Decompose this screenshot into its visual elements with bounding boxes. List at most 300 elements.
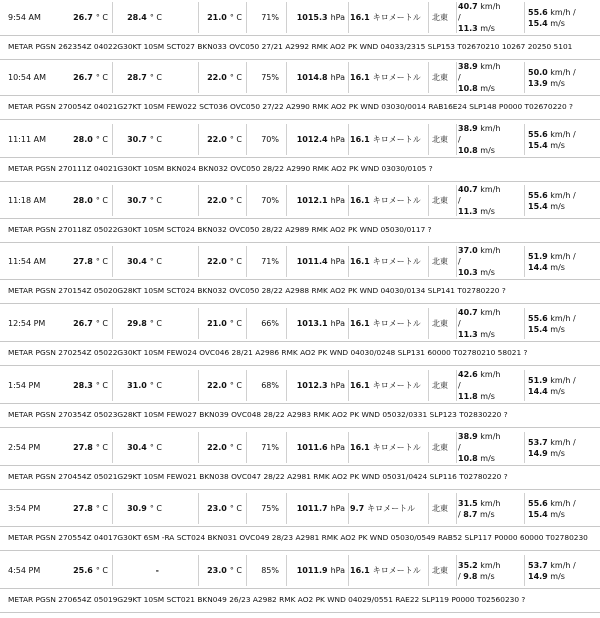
obs-temp: 25.6 bbox=[73, 566, 93, 575]
obs-wind-ms: 10.8 bbox=[458, 84, 478, 93]
obs-dew: 30.7 bbox=[127, 196, 147, 205]
obs-wind-sep: / bbox=[458, 73, 461, 82]
obs-gust-ms-unit: m/s bbox=[550, 141, 565, 150]
obs-pressure: 1012.4 bbox=[296, 135, 328, 144]
column-divider bbox=[286, 308, 287, 339]
obs-humidity: 70% bbox=[261, 135, 279, 144]
column-divider bbox=[428, 62, 429, 93]
obs-dew-unit: ° C bbox=[149, 381, 162, 390]
obs-temp: 26.7 bbox=[73, 73, 93, 82]
obs-humidity bbox=[253, 244, 279, 279]
obs-heat: 23.0 bbox=[207, 566, 227, 575]
obs-dew-unit: ° C bbox=[149, 73, 162, 82]
obs-time bbox=[8, 430, 68, 465]
obs-metar: METAR PGSN 270554Z 04017G30KT 6SM -RA SCT024 BKN031 OVC049 28/23 A2981 RMK AO2 PK WND 05030/0549 RAB52 SLP117 P0000 60000 T02780230 bbox=[8, 533, 588, 542]
obs-pressure bbox=[290, 0, 345, 35]
obs-wind-direction bbox=[432, 122, 456, 157]
obs-gust-kmh: 53.7 bbox=[528, 438, 548, 447]
obs-wind-gust bbox=[528, 248, 598, 276]
obs-wind-kmh: 40.7 bbox=[458, 2, 478, 11]
obs-dew-unit: ° C bbox=[149, 196, 162, 205]
column-divider bbox=[428, 493, 429, 524]
obs-dir: 北東 bbox=[432, 73, 448, 82]
column-divider bbox=[286, 124, 287, 155]
obs-wind-ms-unit: m/s bbox=[479, 571, 495, 581]
column-divider bbox=[246, 308, 247, 339]
obs-temperature bbox=[62, 183, 108, 218]
obs-dew-unit: ° C bbox=[149, 504, 162, 513]
obs-wind-speed bbox=[458, 491, 508, 526]
row-divider bbox=[0, 427, 600, 428]
obs-wind-kmh-unit: km/h bbox=[480, 370, 501, 379]
obs-time bbox=[8, 60, 68, 95]
obs-gust-kmh: 51.9 bbox=[528, 376, 548, 385]
obs-pressure bbox=[290, 553, 345, 588]
obs-gust-ms: 14.9 bbox=[528, 449, 548, 458]
obs-time: 11:54 AM bbox=[8, 257, 46, 266]
obs-wind-ms: 10.3 bbox=[458, 268, 478, 277]
column-divider bbox=[348, 246, 349, 277]
obs-visibility bbox=[350, 244, 425, 279]
obs-pressure: 1012.3 bbox=[296, 381, 328, 390]
observation-row bbox=[0, 368, 600, 428]
observation-values bbox=[0, 60, 600, 95]
obs-dew-unit: ° C bbox=[149, 135, 162, 144]
obs-gust-kmh-unit: km/h / bbox=[550, 438, 576, 447]
obs-visibility: 16.1 bbox=[350, 443, 370, 452]
obs-visibility: 16.1 bbox=[350, 73, 370, 82]
obs-wind-ms-unit: m/s bbox=[480, 24, 495, 33]
obs-pressure-unit: hPa bbox=[330, 13, 345, 22]
obs-pressure bbox=[290, 244, 345, 279]
obs-dir: 北東 bbox=[432, 319, 448, 328]
obs-temp-unit: ° C bbox=[95, 135, 108, 144]
obs-humidity bbox=[253, 306, 279, 341]
obs-gust-ms-unit: m/s bbox=[550, 325, 565, 334]
obs-time: 3:54 PM bbox=[8, 504, 41, 513]
obs-gust-ms-unit: m/s bbox=[550, 387, 565, 396]
obs-dew-point bbox=[202, 0, 242, 35]
obs-time bbox=[8, 306, 68, 341]
obs-wind-kmh: 40.7 bbox=[458, 308, 478, 317]
obs-dew: 28.7 bbox=[127, 73, 147, 82]
obs-vis-unit: キロメートル bbox=[372, 257, 421, 266]
obs-pressure-unit: hPa bbox=[330, 381, 345, 390]
obs-feels-like bbox=[118, 244, 162, 279]
obs-dew-point bbox=[202, 244, 242, 279]
obs-humidity: 85% bbox=[261, 566, 279, 575]
obs-pressure-unit: hPa bbox=[330, 319, 345, 328]
row-divider bbox=[0, 365, 600, 366]
obs-vis-unit: キロメートル bbox=[372, 196, 421, 205]
obs-dew-point bbox=[202, 183, 242, 218]
obs-wind-ms-unit: m/s bbox=[480, 392, 495, 401]
column-divider bbox=[198, 308, 199, 339]
column-divider bbox=[348, 185, 349, 216]
obs-feels-like bbox=[118, 0, 162, 35]
obs-gust-ms-unit: m/s bbox=[550, 510, 565, 519]
obs-temp: 26.7 bbox=[73, 13, 93, 22]
obs-temp-unit: ° C bbox=[95, 443, 108, 452]
obs-dew-point bbox=[202, 491, 242, 526]
column-divider bbox=[524, 62, 525, 93]
obs-wind-sep: / bbox=[458, 135, 461, 144]
obs-visibility bbox=[350, 306, 425, 341]
obs-pressure-unit: hPa bbox=[330, 196, 345, 205]
obs-wind-ms: 11.3 bbox=[458, 24, 478, 33]
column-divider bbox=[246, 2, 247, 33]
obs-wind-speed bbox=[458, 0, 508, 35]
column-divider bbox=[112, 185, 113, 216]
obs-metar bbox=[8, 467, 600, 487]
obs-dew-point bbox=[202, 368, 242, 403]
column-divider bbox=[456, 124, 457, 155]
obs-wind-inline: / bbox=[458, 571, 464, 581]
obs-temp-unit: ° C bbox=[95, 196, 108, 205]
obs-dew-unit: ° C bbox=[149, 257, 162, 266]
obs-time: 1:54 PM bbox=[8, 381, 41, 390]
obs-wind-kmh-unit: km/h bbox=[480, 2, 501, 11]
obs-gust-ms: 15.4 bbox=[528, 510, 548, 519]
row-divider bbox=[0, 181, 600, 182]
column-divider bbox=[348, 555, 349, 586]
obs-gust-kmh-unit: km/h / bbox=[550, 8, 576, 17]
obs-wind-ms-unit: m/s bbox=[480, 207, 495, 216]
obs-time bbox=[8, 122, 68, 157]
obs-temperature bbox=[62, 60, 108, 95]
obs-pressure: 1011.7 bbox=[296, 504, 328, 513]
obs-humidity: 66% bbox=[261, 319, 279, 328]
obs-time bbox=[8, 368, 68, 403]
obs-gust-ms-unit: m/s bbox=[550, 202, 565, 211]
observation-row bbox=[0, 244, 600, 304]
column-divider bbox=[198, 124, 199, 155]
obs-temperature bbox=[62, 0, 108, 35]
column-divider bbox=[246, 185, 247, 216]
column-divider bbox=[524, 185, 525, 216]
row-divider bbox=[0, 489, 600, 490]
column-divider bbox=[524, 555, 525, 586]
column-divider bbox=[198, 185, 199, 216]
obs-visibility bbox=[350, 491, 425, 526]
obs-time bbox=[8, 491, 68, 526]
obs-pressure: 1013.1 bbox=[296, 319, 328, 328]
obs-time bbox=[8, 553, 68, 588]
obs-heat: 23.0 bbox=[207, 504, 227, 513]
obs-wind-kmh-unit: km/h bbox=[480, 560, 501, 570]
obs-humidity: 71% bbox=[261, 257, 279, 266]
obs-pressure: 1015.3 bbox=[296, 13, 328, 22]
obs-visibility bbox=[350, 0, 425, 35]
column-divider bbox=[198, 2, 199, 33]
observation-row bbox=[0, 60, 600, 120]
obs-vis-unit: キロメートル bbox=[372, 443, 421, 452]
column-divider bbox=[246, 555, 247, 586]
column-divider bbox=[428, 185, 429, 216]
obs-vis-unit: キロメートル bbox=[372, 319, 421, 328]
obs-wind-speed bbox=[458, 368, 508, 403]
column-divider bbox=[456, 246, 457, 277]
obs-visibility: 16.1 bbox=[350, 196, 370, 205]
obs-heat-unit: ° C bbox=[229, 196, 242, 205]
obs-wind-ms: 11.3 bbox=[458, 207, 478, 216]
column-divider bbox=[348, 124, 349, 155]
observation-values bbox=[0, 0, 600, 35]
obs-dew-unit: ° C bbox=[149, 319, 162, 328]
obs-time bbox=[8, 244, 68, 279]
obs-wind-sep: / bbox=[458, 13, 461, 22]
row-divider bbox=[0, 157, 600, 158]
column-divider bbox=[524, 432, 525, 463]
obs-visibility bbox=[350, 60, 425, 95]
obs-humidity bbox=[253, 491, 279, 526]
obs-feels-like bbox=[118, 306, 162, 341]
obs-wind-sep: / bbox=[458, 443, 461, 452]
obs-dir: 北東 bbox=[432, 381, 448, 390]
obs-heat: 22.0 bbox=[207, 257, 227, 266]
obs-pressure-unit: hPa bbox=[330, 73, 345, 82]
obs-visibility: 16.1 bbox=[350, 319, 370, 328]
obs-heat: 22.0 bbox=[207, 381, 227, 390]
obs-metar bbox=[8, 37, 600, 57]
obs-vis-unit: キロメートル bbox=[367, 504, 416, 513]
obs-time: 11:18 AM bbox=[8, 196, 46, 205]
row-divider bbox=[0, 35, 600, 36]
obs-wind-ms: 10.8 bbox=[458, 146, 478, 155]
obs-pressure-unit: hPa bbox=[330, 135, 345, 144]
obs-feels-like bbox=[118, 430, 162, 465]
obs-metar: METAR PGSN 270118Z 05022G30KT 10SM SCT024 BKN032 OVC050 28/22 A2989 RMK AO2 PK WND 05030/0117 ? bbox=[8, 225, 432, 234]
obs-wind-direction bbox=[432, 0, 456, 35]
obs-metar bbox=[8, 405, 600, 425]
column-divider bbox=[456, 555, 457, 586]
obs-gust-kmh: 55.6 bbox=[528, 130, 548, 139]
column-divider bbox=[246, 493, 247, 524]
column-divider bbox=[286, 555, 287, 586]
obs-wind-gust bbox=[528, 495, 598, 523]
obs-wind-speed bbox=[458, 122, 508, 157]
obs-metar bbox=[8, 343, 600, 363]
obs-humidity: 68% bbox=[261, 381, 279, 390]
obs-vis-unit: キロメートル bbox=[372, 381, 421, 390]
obs-wind-kmh: 40.7 bbox=[458, 185, 478, 194]
column-divider bbox=[112, 555, 113, 586]
obs-wind-speed bbox=[458, 306, 508, 341]
obs-visibility bbox=[350, 430, 425, 465]
obs-metar: METAR PGSN 270454Z 05021G29KT 10SM FEW021 BKN038 OVC047 28/22 A2981 RMK AO2 PK WND 05031/0424 SLP116 T02780220 ? bbox=[8, 472, 508, 481]
row-divider bbox=[0, 242, 600, 243]
obs-pressure: 1011.4 bbox=[296, 257, 328, 266]
column-divider bbox=[524, 246, 525, 277]
column-divider bbox=[286, 62, 287, 93]
obs-temp-unit: ° C bbox=[95, 504, 108, 513]
obs-wind-kmh-unit: km/h bbox=[480, 62, 501, 71]
obs-heat: 22.0 bbox=[207, 196, 227, 205]
obs-humidity bbox=[253, 60, 279, 95]
obs-gust-kmh: 50.0 bbox=[528, 68, 548, 77]
column-divider bbox=[112, 62, 113, 93]
column-divider bbox=[198, 62, 199, 93]
obs-wind-ms-unit: m/s bbox=[480, 454, 495, 463]
obs-dew: 29.8 bbox=[127, 319, 147, 328]
column-divider bbox=[428, 246, 429, 277]
obs-wind-sep: / bbox=[458, 257, 461, 266]
obs-wind-direction bbox=[432, 183, 456, 218]
obs-metar: METAR PGSN 270254Z 05022G30KT 10SM FEW024 OVC046 28/21 A2986 RMK AO2 PK WND 04030/0248 SLP131 60000 T02780210 58021 ? bbox=[8, 348, 528, 357]
column-divider bbox=[456, 432, 457, 463]
column-divider bbox=[286, 246, 287, 277]
column-divider bbox=[198, 432, 199, 463]
obs-wind-speed bbox=[458, 60, 508, 95]
obs-temp: 27.8 bbox=[73, 257, 93, 266]
obs-dir: 北東 bbox=[432, 257, 448, 266]
obs-dew-unit: ° C bbox=[149, 13, 162, 22]
obs-time bbox=[8, 183, 68, 218]
obs-heat-unit: ° C bbox=[229, 319, 242, 328]
observation-values bbox=[0, 183, 600, 218]
obs-feels-like bbox=[118, 60, 162, 95]
obs-wind-direction bbox=[432, 430, 456, 465]
obs-dew-point bbox=[202, 553, 242, 588]
obs-pressure bbox=[290, 60, 345, 95]
obs-wind-gust bbox=[528, 64, 598, 92]
column-divider bbox=[456, 370, 457, 401]
column-divider bbox=[456, 62, 457, 93]
row-divider bbox=[0, 303, 600, 304]
obs-wind-ms-unit: m/s bbox=[480, 330, 495, 339]
row-divider bbox=[0, 279, 600, 280]
column-divider bbox=[286, 185, 287, 216]
obs-wind-kmh: 38.9 bbox=[458, 62, 478, 71]
obs-heat-unit: ° C bbox=[229, 443, 242, 452]
obs-temperature bbox=[62, 306, 108, 341]
column-divider bbox=[246, 370, 247, 401]
obs-metar bbox=[8, 590, 600, 610]
observation-values bbox=[0, 244, 600, 279]
obs-wind-inline: / bbox=[458, 509, 464, 519]
obs-heat-unit: ° C bbox=[229, 504, 242, 513]
obs-gust-ms-unit: m/s bbox=[550, 263, 565, 272]
observation-values bbox=[0, 491, 600, 526]
obs-temperature bbox=[62, 553, 108, 588]
obs-gust-kmh: 55.6 bbox=[528, 499, 548, 508]
obs-metar: METAR PGSN 270154Z 05020G28KT 10SM SCT024 BKN032 OVC050 28/22 A2988 RMK AO2 PK WND 04030/0134 SLP141 T02780220 ? bbox=[8, 286, 506, 295]
row-divider bbox=[0, 588, 600, 589]
obs-gust-ms: 15.4 bbox=[528, 141, 548, 150]
column-divider bbox=[524, 493, 525, 524]
obs-wind-kmh: 31.5 bbox=[458, 498, 478, 508]
row-divider bbox=[0, 550, 600, 551]
obs-gust-ms-unit: m/s bbox=[550, 449, 565, 458]
obs-wind-speed bbox=[458, 553, 508, 588]
column-divider bbox=[456, 493, 457, 524]
obs-time: 4:54 PM bbox=[8, 566, 41, 575]
obs-gust-kmh-unit: km/h / bbox=[550, 561, 576, 570]
column-divider bbox=[348, 432, 349, 463]
obs-metar bbox=[8, 159, 600, 179]
obs-wind-direction bbox=[432, 244, 456, 279]
obs-wind-ms: 11.8 bbox=[458, 392, 478, 401]
observation-values bbox=[0, 553, 600, 588]
obs-temp-unit: ° C bbox=[95, 566, 108, 575]
obs-wind-kmh: 38.9 bbox=[458, 124, 478, 133]
obs-gust-ms: 13.9 bbox=[528, 79, 548, 88]
obs-dew: 30.9 bbox=[127, 504, 147, 513]
observation-values bbox=[0, 430, 600, 465]
column-divider bbox=[112, 124, 113, 155]
obs-humidity bbox=[253, 368, 279, 403]
obs-wind-ms: 9.8 bbox=[463, 571, 478, 581]
row-divider bbox=[0, 341, 600, 342]
obs-metar: METAR PGSN 270654Z 05019G29KT 10SM SCT021 BKN049 26/23 A2982 RMK AO2 PK WND 04029/0551 RAE22 SLP119 P0000 T02560230 ? bbox=[8, 595, 526, 604]
obs-gust-ms: 15.4 bbox=[528, 202, 548, 211]
column-divider bbox=[112, 493, 113, 524]
obs-visibility: 16.1 bbox=[350, 381, 370, 390]
obs-metar bbox=[8, 528, 600, 548]
obs-visibility: 16.1 bbox=[350, 135, 370, 144]
obs-pressure: 1012.1 bbox=[296, 196, 328, 205]
obs-time: 9:54 AM bbox=[8, 13, 41, 22]
obs-pressure bbox=[290, 430, 345, 465]
obs-pressure bbox=[290, 368, 345, 403]
column-divider bbox=[456, 2, 457, 33]
observation-row bbox=[0, 306, 600, 366]
obs-time: 12:54 PM bbox=[8, 319, 46, 328]
obs-metar bbox=[8, 281, 600, 301]
obs-wind-ms: 8.7 bbox=[463, 509, 478, 519]
obs-temperature bbox=[62, 430, 108, 465]
obs-humidity: 71% bbox=[261, 13, 279, 22]
obs-gust-kmh: 55.6 bbox=[528, 8, 548, 17]
column-divider bbox=[246, 246, 247, 277]
obs-gust-kmh: 55.6 bbox=[528, 314, 548, 323]
obs-humidity: 75% bbox=[261, 504, 279, 513]
column-divider bbox=[112, 370, 113, 401]
obs-heat: 21.0 bbox=[207, 13, 227, 22]
obs-gust-ms: 14.4 bbox=[528, 263, 548, 272]
column-divider bbox=[348, 62, 349, 93]
column-divider bbox=[428, 124, 429, 155]
column-divider bbox=[246, 62, 247, 93]
obs-dew-point bbox=[202, 60, 242, 95]
obs-visibility bbox=[350, 122, 425, 157]
obs-gust-kmh: 55.6 bbox=[528, 191, 548, 200]
column-divider bbox=[286, 432, 287, 463]
obs-metar: METAR PGSN 270054Z 04021G27KT 10SM FEW022 SCT036 OVC050 27/22 A2990 RMK AO2 PK WND 03030/0014 RAB16E24 SLP148 P0000 T02670220 ? bbox=[8, 102, 573, 111]
observation-values bbox=[0, 306, 600, 341]
obs-metar: METAR PGSN 270111Z 04021G30KT 10SM BKN024 BKN032 OVC050 28/22 A2990 RMK AO2 PK WND 03030/0105 ? bbox=[8, 164, 433, 173]
column-divider bbox=[428, 432, 429, 463]
obs-dew-point bbox=[202, 306, 242, 341]
obs-wind-gust bbox=[528, 557, 598, 585]
column-divider bbox=[428, 2, 429, 33]
obs-heat-unit: ° C bbox=[229, 135, 242, 144]
obs-vis-unit: キロメートル bbox=[372, 135, 421, 144]
obs-time: 10:54 AM bbox=[8, 73, 46, 82]
obs-dew: 30.7 bbox=[127, 135, 147, 144]
obs-wind-sep: / bbox=[458, 381, 461, 390]
obs-wind-gust bbox=[528, 434, 598, 462]
column-divider bbox=[286, 2, 287, 33]
obs-gust-kmh-unit: km/h / bbox=[550, 68, 576, 77]
obs-gust-kmh-unit: km/h / bbox=[550, 376, 576, 385]
obs-feels-like bbox=[118, 122, 162, 157]
obs-dew: - bbox=[155, 566, 159, 575]
obs-wind-kmh-unit: km/h bbox=[480, 246, 501, 255]
obs-gust-ms: 15.4 bbox=[528, 19, 548, 28]
obs-gust-kmh-unit: km/h / bbox=[550, 314, 576, 323]
column-divider bbox=[428, 370, 429, 401]
